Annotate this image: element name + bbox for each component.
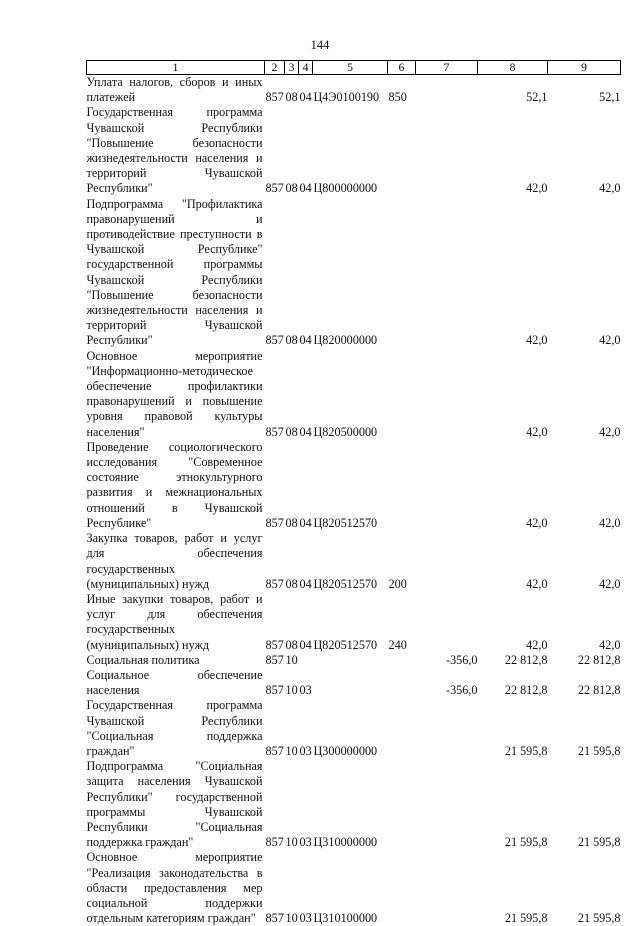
header-cell: 4 [299,61,313,75]
row-code-section: 10 [285,668,299,698]
row-expense-type [388,197,416,349]
row-amount-final: 42,0 [548,349,621,440]
row-code-section: 08 [285,440,299,531]
row-name: Основное мероприятие "Информационно-методическое обеспечение профилактики правонарушений и повышение уровня правовой культуры населения" [87,349,265,440]
row-code-subsection: 03 [299,698,313,759]
row-target-code: Ц310100000 [313,850,388,926]
row-code-subsection: 03 [299,850,313,926]
row-amount-change [416,698,478,759]
row-amount-total: 42,0 [478,440,548,531]
row-code-section: 08 [285,197,299,349]
row-code-ministry: 857 [265,668,285,698]
row-code-section: 10 [285,759,299,850]
row-name: Социальная политика [87,653,265,668]
row-amount-total: 42,0 [478,592,548,653]
header-cell: 6 [388,61,416,75]
row-expense-type [388,349,416,440]
row-amount-change [416,592,478,653]
row-target-code [313,668,388,698]
row-expense-type [388,759,416,850]
row-name: Государственная программа Чувашской Республики "Повышение безопасности жизнедеятельности населения и территорий Чувашской Республики" [87,105,265,196]
row-code-subsection: 04 [299,75,313,106]
row-amount-final: 52,1 [548,75,621,106]
row-expense-type [388,440,416,531]
row-name: Иные закупки товаров, работ и услуг для обеспечения государственных (муниципальных) нужд [87,592,265,653]
table-row [87,75,621,106]
row-code-subsection: 04 [299,105,313,196]
row-code-section: 08 [285,75,299,106]
row-amount-change [416,440,478,531]
header-cell: 7 [416,61,478,75]
row-amount-change [416,75,478,106]
budget-table [86,60,621,926]
row-amount-final: 21 595,8 [548,850,621,926]
row-code-subsection: 04 [299,531,313,592]
row-amount-total: 21 595,8 [478,850,548,926]
header-row [87,61,621,75]
table-row [87,698,621,759]
table-row [87,197,621,349]
row-amount-total: 42,0 [478,197,548,349]
row-code-ministry: 857 [265,349,285,440]
table-row [87,653,621,668]
row-code-subsection: 04 [299,197,313,349]
row-code-ministry: 857 [265,75,285,106]
row-code-ministry: 857 [265,759,285,850]
table-row [87,592,621,653]
table-row [87,850,621,926]
row-amount-change [416,349,478,440]
row-amount-total: 22 812,8 [478,653,548,668]
row-code-ministry: 857 [265,531,285,592]
row-code-ministry: 857 [265,653,285,668]
table-row [87,440,621,531]
row-expense-type [388,698,416,759]
row-amount-change [416,197,478,349]
row-target-code: Ц820512570 [313,531,388,592]
row-expense-type [388,668,416,698]
row-expense-type: 200 [388,531,416,592]
table-body [87,75,621,926]
row-amount-change [416,759,478,850]
row-name: Проведение социологического исследования "Современное состояние этнокультурного развития и межнациональных отношений в Чувашской Республике" [87,440,265,531]
header-cell: 9 [548,61,621,75]
row-expense-type: 850 [388,75,416,106]
header-cell: 1 [87,61,265,75]
row-amount-final: 21 595,8 [548,759,621,850]
table-row [87,668,621,698]
page-number: 144 [0,38,640,53]
row-code-section: 10 [285,698,299,759]
row-name: Социальное обеспечение населения [87,668,265,698]
row-amount-change [416,531,478,592]
row-amount-final: 42,0 [548,105,621,196]
row-expense-type [388,850,416,926]
row-target-code: Ц310000000 [313,759,388,850]
row-target-code: Ц4Э0100190 [313,75,388,106]
row-name: Государственная программа Чувашской Республики "Социальная поддержка граждан" [87,698,265,759]
row-code-subsection: 04 [299,440,313,531]
row-amount-total: 52,1 [478,75,548,106]
table-row [87,105,621,196]
row-amount-final: 42,0 [548,440,621,531]
row-amount-change [416,105,478,196]
row-code-ministry: 857 [265,850,285,926]
header-cell: 3 [285,61,299,75]
header-cell: 2 [265,61,285,75]
row-code-subsection: 03 [299,759,313,850]
row-amount-final: 42,0 [548,531,621,592]
row-code-section: 08 [285,531,299,592]
row-amount-final: 42,0 [548,592,621,653]
row-name: Уплата налогов, сборов и иных платежей [87,75,265,106]
row-target-code: Ц820512570 [313,440,388,531]
table-row [87,531,621,592]
row-target-code: Ц820000000 [313,197,388,349]
row-target-code: Ц820500000 [313,349,388,440]
row-code-section: 08 [285,592,299,653]
row-code-ministry: 857 [265,197,285,349]
row-code-ministry: 857 [265,105,285,196]
row-amount-final: 22 812,8 [548,668,621,698]
row-code-subsection [299,653,313,668]
table-row [87,759,621,850]
row-code-subsection: 04 [299,592,313,653]
row-expense-type [388,653,416,668]
row-amount-total: 42,0 [478,105,548,196]
row-code-ministry: 857 [265,698,285,759]
table-row [87,349,621,440]
row-name: Подпрограмма "Социальная защита населения Чувашской Республики" государственной программы Чувашской Республики "Социальная поддержка граждан" [87,759,265,850]
row-code-section: 08 [285,349,299,440]
row-target-code: Ц820512570 [313,592,388,653]
row-amount-total: 21 595,8 [478,698,548,759]
row-name: Подпрограмма "Профилактика правонарушений и противодействие преступности в Чувашской Республике" государственной программы Чувашской Республики "Повышение безопасности жизнедеятельности населения и территорий Чувашской Республики" [87,197,265,349]
row-code-subsection: 03 [299,668,313,698]
row-code-section: 10 [285,653,299,668]
row-amount-final: 42,0 [548,197,621,349]
row-expense-type: 240 [388,592,416,653]
row-amount-total: 22 812,8 [478,668,548,698]
row-code-ministry: 857 [265,440,285,531]
row-amount-change: -356,0 [416,668,478,698]
row-amount-change [416,850,478,926]
row-amount-change: -356,0 [416,653,478,668]
row-code-ministry: 857 [265,592,285,653]
row-name: Основное мероприятие "Реализация законодательства в области предоставления мер социальной поддержки отдельным категориям граждан" [87,850,265,926]
row-target-code [313,653,388,668]
row-amount-final: 22 812,8 [548,653,621,668]
header-cell: 5 [313,61,388,75]
row-amount-total: 42,0 [478,349,548,440]
row-target-code: Ц800000000 [313,105,388,196]
row-amount-total: 21 595,8 [478,759,548,850]
row-expense-type [388,105,416,196]
row-code-section: 10 [285,850,299,926]
row-target-code: Ц300000000 [313,698,388,759]
row-name: Закупка товаров, работ и услуг для обеспечения государственных (муниципальных) нужд [87,531,265,592]
row-amount-total: 42,0 [478,531,548,592]
header-cell: 8 [478,61,548,75]
row-amount-final: 21 595,8 [548,698,621,759]
row-code-section: 08 [285,105,299,196]
row-code-subsection: 04 [299,349,313,440]
